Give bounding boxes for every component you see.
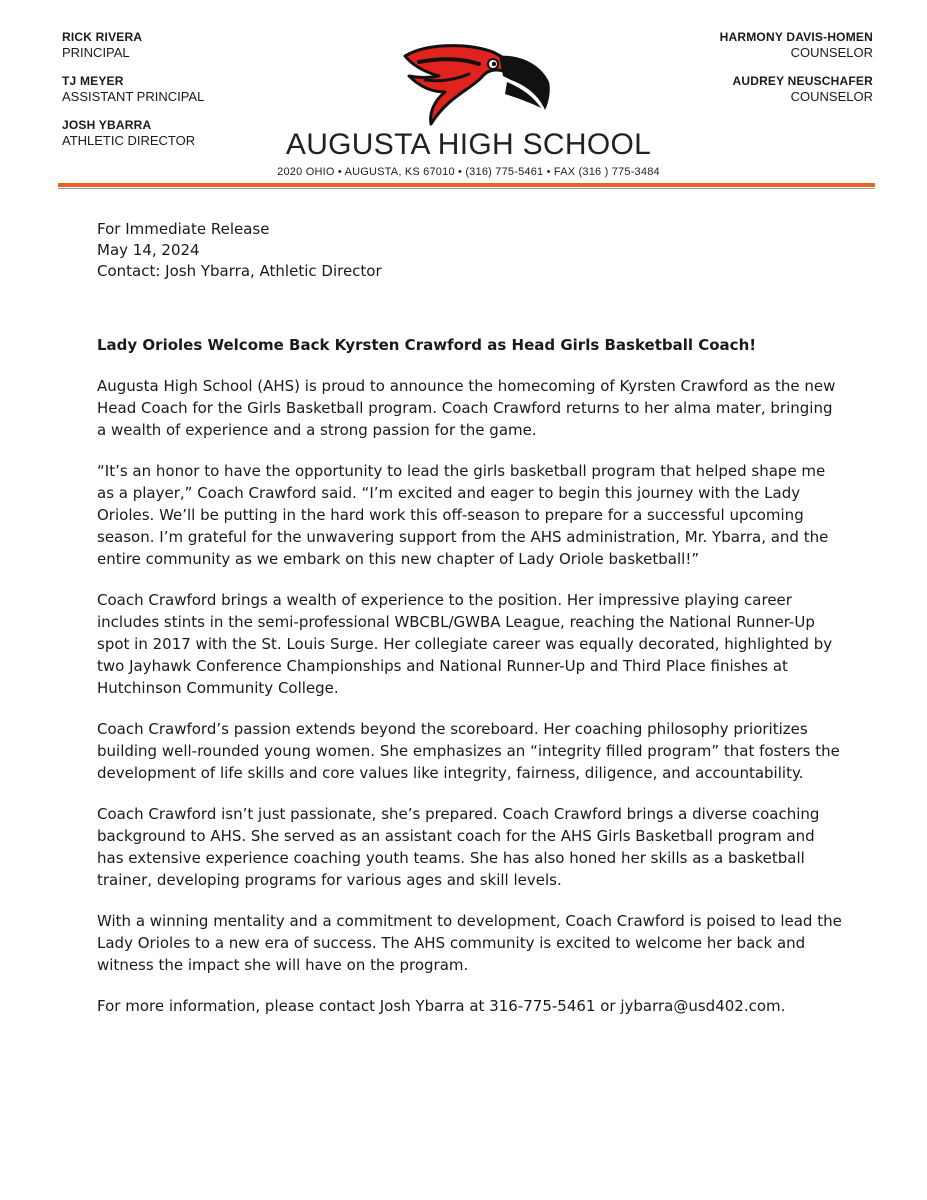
staff-role: PRINCIPAL [62, 45, 130, 60]
staff-role: ASSISTANT PRINCIPAL [62, 89, 205, 104]
header-divider [58, 183, 875, 187]
staff-entry [62, 74, 204, 105]
staff-list-right [720, 30, 873, 118]
staff-entry [720, 30, 873, 61]
staff-entry [720, 74, 873, 105]
paragraph: With a winning mentality and a commitment to development, Coach Crawford is poised to lead the Lady Orioles to a new era of success. The AHS community is excited to welcome her back and witness the impact she will have on the program. [97, 912, 842, 974]
release-label: For Immediate Release [97, 220, 270, 238]
staff-name: AUDREY NEUSCHAFER [732, 74, 873, 88]
contact-paragraph: For more information, please contact Josh Ybarra at 316-775-5461 or jybarra@usd402.com. [97, 997, 786, 1015]
paragraph: Coach Crawford’s passion extends beyond the scoreboard. Her coaching philosophy prioritizes building well-rounded young women. She emphasizes an “integrity filled program” that fosters the development of life skills and core values like integrity, fairness, diligence, and accountability. [97, 720, 840, 782]
staff-name: HARMONY DAVIS-HOMEN [719, 30, 873, 44]
school-address: 2020 OHIO • AUGUSTA, KS 67010 • (316) 775-5461 • FAX (316 ) 775-3484 [277, 166, 660, 178]
staff-name: TJ MEYER [62, 74, 124, 88]
school-name: AUGUSTA HIGH SCHOOL [285, 128, 652, 161]
header-divider-thin [58, 188, 875, 189]
oriole-bird-logo-icon [395, 42, 555, 134]
paragraph: Coach Crawford brings a wealth of experience to the position. Her impressive playing career includes stints in the semi-professional WBCBL/GWBA League, reaching the National Runner-Up spot in 2017 with the St. Louis Surge. Her collegiate career was equally decorated, highlighted by two Jayhawk Conference Championships and National Runner-Up and Third Place finishes at Hutchinson Community College. [97, 591, 833, 697]
letterhead [0, 0, 927, 195]
release-contact: Contact: Josh Ybarra, Athletic Director [97, 262, 382, 280]
headline: Lady Orioles Welcome Back Kyrsten Crawford as Head Girls Basketball Coach! [97, 336, 757, 354]
release-date: May 14, 2024 [97, 241, 200, 259]
release-info [97, 219, 842, 282]
staff-entry [62, 30, 204, 61]
staff-role: ATHLETIC DIRECTOR [62, 133, 196, 148]
staff-name: RICK RIVERA [62, 30, 143, 44]
paragraph: Augusta High School (AHS) is proud to announce the homecoming of Kyrsten Crawford as the new Head Coach for the Girls Basketball program. Coach Crawford returns to her alma mater, bringing a wealth of experience and a strong passion for the game. [97, 377, 836, 439]
paragraph: Coach Crawford isn’t just passionate, she’s prepared. Coach Crawford brings a diverse coaching background to AHS. She served as an assistant coach for the AHS Girls Basketball program and has extensive experience coaching youth teams. She has also honed her skills as a basketball trainer, developing programs for various ages and skill levels. [97, 805, 820, 889]
press-release-body [97, 219, 842, 1017]
staff-name: JOSH YBARRA [62, 118, 152, 132]
staff-role: COUNSELOR [790, 89, 873, 104]
staff-role: COUNSELOR [790, 45, 873, 60]
paragraph: “It’s an honor to have the opportunity to lead the girls basketball program that helped shape me as a player,” Coach Crawford said. “I’m excited and eager to begin this journey with the Lady Orioles. We’ll be putting in the hard work this off-season to prepare for a successful upcoming season. I’m grateful for the unwavering support from the AHS administration, Mr. Ybarra, and the entire community as we embark on this new chapter of Lady Oriole basketball!” [97, 462, 829, 568]
